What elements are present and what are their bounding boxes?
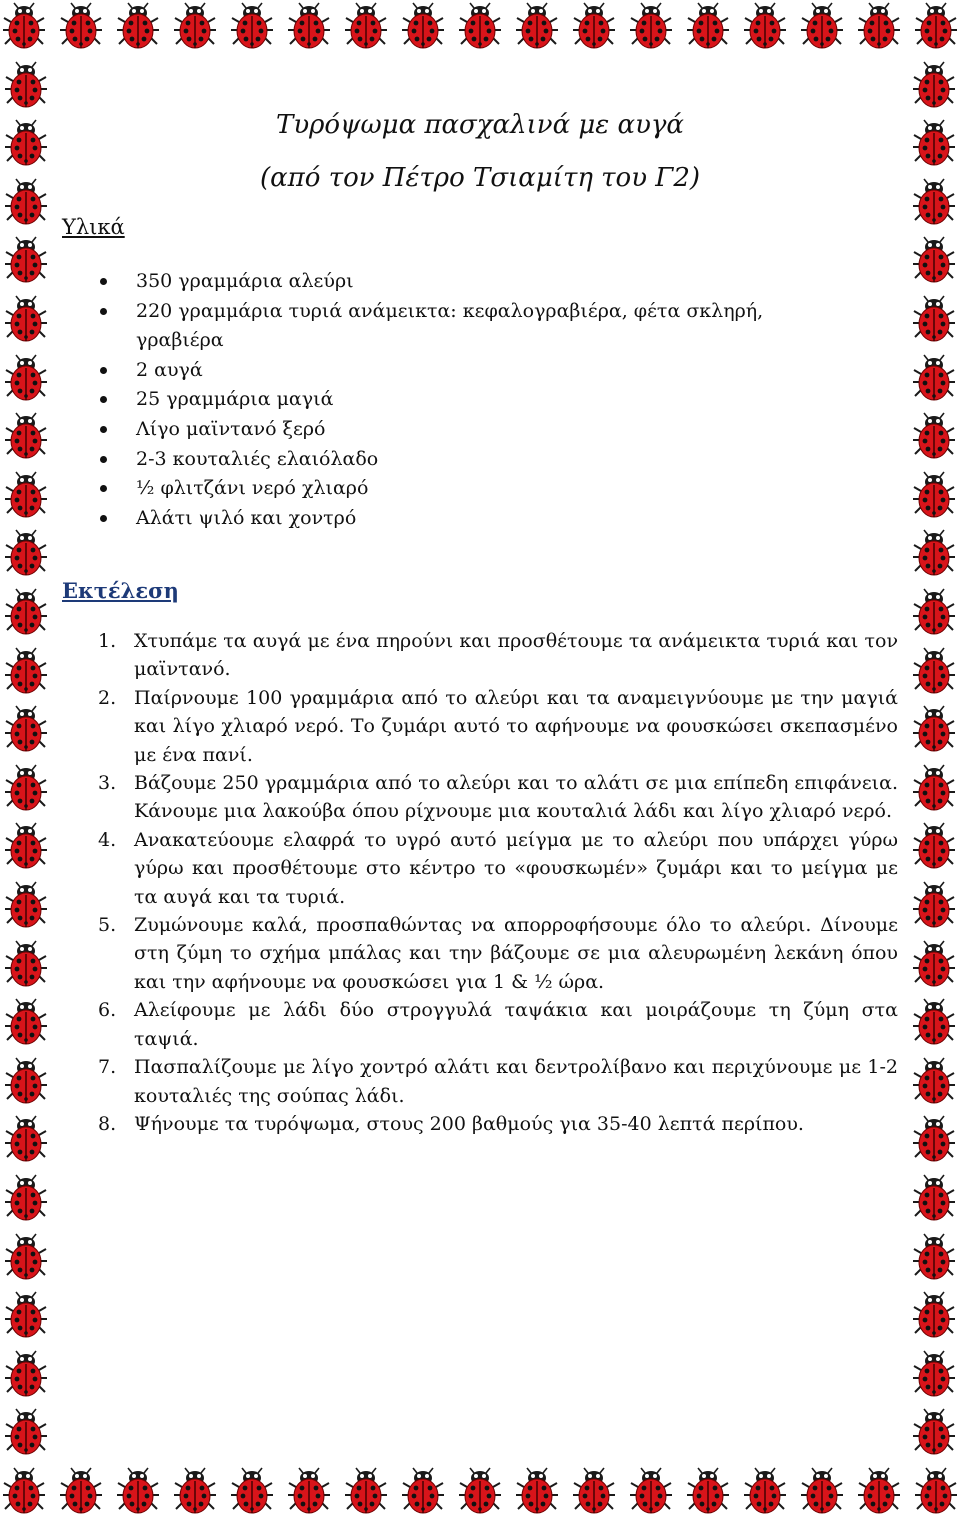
ladybug-icon xyxy=(4,471,48,519)
ladybug-icon xyxy=(912,1174,956,1222)
ladybug-icon xyxy=(401,2,445,50)
step-item xyxy=(96,627,898,684)
ingredients-list xyxy=(96,267,836,533)
bullet-icon xyxy=(100,426,107,433)
ladybug-icon xyxy=(4,61,48,109)
step-text: Ανακατεύουμε ελαφρά το υγρό αυτό μείγμα με το αλεύρι που υπάρχει γύρω γύρω και προσθέτουμε στο κέντρο το «φουσκωμέν» ζυμάρι και το μείγμα με τα αυγά και τα τυριά. xyxy=(134,828,898,908)
step-number: 6. xyxy=(98,999,117,1022)
ladybug-icon xyxy=(59,1467,103,1515)
ladybug-icon xyxy=(686,2,730,50)
ladybug-icon xyxy=(458,2,502,50)
ladybug-icon xyxy=(116,2,160,50)
step-number: 2. xyxy=(98,686,117,709)
bullet-icon xyxy=(100,278,107,285)
ladybug-icon xyxy=(686,1467,730,1515)
step-number: 5. xyxy=(98,914,117,937)
ladybug-icon xyxy=(912,471,956,519)
steps-list xyxy=(96,627,898,1138)
ladybug-icon xyxy=(515,1467,559,1515)
ladybug-icon xyxy=(230,2,274,50)
ladybug-icon xyxy=(912,1291,956,1339)
step-item xyxy=(96,996,898,1053)
ladybug-icon xyxy=(912,1408,956,1456)
ladybug-icon xyxy=(912,178,956,226)
ladybug-icon xyxy=(4,647,48,695)
ladybug-icon xyxy=(4,1350,48,1398)
ladybug-icon xyxy=(4,998,48,1046)
list-item: 350 γραμμάρια αλεύρι xyxy=(96,267,836,297)
step-item xyxy=(96,911,898,996)
ladybug-icon xyxy=(4,295,48,343)
ladybug-icon xyxy=(458,1467,502,1515)
ladybug-icon xyxy=(173,2,217,50)
ladybug-icon xyxy=(173,1467,217,1515)
ladybug-icon xyxy=(4,354,48,402)
ladybug-icon xyxy=(912,295,956,343)
step-text: Χτυπάμε τα αυγά με ένα πηρούνι και προσθέτουμε τα ανάμεικτα τυριά και τον μαϊντανό. xyxy=(134,630,898,681)
ladybug-icon xyxy=(287,1467,331,1515)
ladybug-icon xyxy=(914,2,958,50)
ladybug-icon xyxy=(344,2,388,50)
ladybug-icon xyxy=(912,1115,956,1163)
ladybug-icon xyxy=(287,2,331,50)
ladybug-icon xyxy=(912,236,956,284)
step-number: 1. xyxy=(98,630,117,652)
ladybug-icon xyxy=(912,647,956,695)
ladybug-icon xyxy=(800,2,844,50)
ladybug-icon xyxy=(912,61,956,109)
ladybug-icon xyxy=(4,881,48,929)
ladybug-icon xyxy=(912,940,956,988)
ladybug-icon xyxy=(912,529,956,577)
step-number: 3. xyxy=(98,772,117,795)
bullet-icon xyxy=(100,367,107,374)
ladybug-icon xyxy=(912,1057,956,1105)
ladybug-icon xyxy=(4,1233,48,1281)
ladybug-icon xyxy=(743,1467,787,1515)
ladybug-icon xyxy=(912,1233,956,1281)
step-number: 7. xyxy=(98,1056,117,1079)
ladybug-icon xyxy=(4,1291,48,1339)
ladybug-icon xyxy=(572,2,616,50)
ladybug-icon xyxy=(912,588,956,636)
step-text: Παίρνουμε 100 γραμμάρια από το αλεύρι και τα αναμειγνύουμε με την μαγιά και λίγο χλιαρό νερό. Το ζυμάρι αυτό το αφήνουμε να φουσκώσει σκεπασμένο με ένα πανί. xyxy=(134,686,898,766)
ladybug-icon xyxy=(4,119,48,167)
ladybug-icon xyxy=(857,2,901,50)
ladybug-icon xyxy=(4,236,48,284)
step-number: 4. xyxy=(98,828,117,851)
step-text: Ζυμώνουμε καλά, προσπαθώντας να απορροφήσουμε όλο το αλεύρι. Δίνουμε στη ζύμη το σχήμα μπάλας και την βάζουμε σε μια αλευρωμένη λεκάνη όπου και την αφήνουμε να φουσκώσει για 1 & ½ ώρα. xyxy=(134,914,898,993)
ladybug-icon xyxy=(912,705,956,753)
list-item: 2-3 κουταλιές ελαιόλαδο xyxy=(96,445,836,475)
ladybug-icon xyxy=(857,1467,901,1515)
step-text: Πασπαλίζουμε με λίγο χοντρό αλάτι και δεντρολίβανο και περιχύνουμε με 1-2 κουταλιές της σούπας λάδι. xyxy=(134,1056,898,1107)
ladybug-icon xyxy=(230,1467,274,1515)
step-item xyxy=(96,769,898,826)
ingredients-heading: Υλικά xyxy=(62,215,125,239)
step-item xyxy=(96,684,898,769)
list-item: 25 γραμμάρια μαγιά xyxy=(96,385,836,415)
ladybug-icon xyxy=(4,705,48,753)
ladybug-icon xyxy=(116,1467,160,1515)
ladybug-icon xyxy=(4,529,48,577)
bullet-icon xyxy=(100,515,107,522)
bullet-icon xyxy=(100,396,107,403)
ladybug-icon xyxy=(912,881,956,929)
ladybug-icon xyxy=(59,2,103,50)
step-item xyxy=(96,826,898,911)
step-item xyxy=(96,1053,898,1110)
ladybug-icon xyxy=(2,1467,46,1515)
recipe-author: (από τον Πέτρο Τσιαμίτη του Γ2) xyxy=(259,163,701,193)
ladybug-icon xyxy=(515,2,559,50)
bullet-icon xyxy=(100,456,107,463)
list-item: Αλάτι ψιλό και χοντρό xyxy=(96,504,836,534)
bullet-icon xyxy=(100,485,107,492)
ladybug-icon xyxy=(743,2,787,50)
ladybug-icon xyxy=(4,764,48,812)
list-item: ½ φλιτζάνι νερό χλιαρό xyxy=(96,474,836,504)
ladybug-icon xyxy=(4,178,48,226)
execution-heading: Εκτέλεση xyxy=(62,578,179,603)
ladybug-icon xyxy=(572,1467,616,1515)
ladybug-icon xyxy=(4,1057,48,1105)
ladybug-icon xyxy=(2,2,46,50)
ladybug-icon xyxy=(4,412,48,460)
ladybug-icon xyxy=(912,1350,956,1398)
ladybug-icon xyxy=(912,822,956,870)
ladybug-icon xyxy=(914,1467,958,1515)
ladybug-icon xyxy=(912,354,956,402)
step-item xyxy=(96,1110,898,1138)
ladybug-icon xyxy=(4,1174,48,1222)
step-number: 8. xyxy=(98,1112,117,1135)
ladybug-icon xyxy=(800,1467,844,1515)
ladybug-icon xyxy=(4,1408,48,1456)
recipe-title: Τυρόψωμα πασχαλινά με αυγά xyxy=(276,110,684,140)
list-item: 220 γραμμάρια τυριά ανάμεικτα: κεφαλογραβιέρα, φέτα σκληρή, γραβιέρα xyxy=(96,297,836,356)
ladybug-icon xyxy=(912,412,956,460)
ladybug-icon xyxy=(4,588,48,636)
ladybug-icon xyxy=(912,764,956,812)
step-text: Ψήνουμε τα τυρόψωμα, στους 200 βαθμούς για 35-40 λεπτά περίπου. xyxy=(134,1112,804,1135)
ladybug-icon xyxy=(629,2,673,50)
ladybug-icon xyxy=(4,940,48,988)
ladybug-icon xyxy=(4,1115,48,1163)
ladybug-icon xyxy=(912,998,956,1046)
ladybug-icon xyxy=(629,1467,673,1515)
ladybug-icon xyxy=(4,822,48,870)
list-item: 2 αυγά xyxy=(96,356,836,386)
ladybug-icon xyxy=(401,1467,445,1515)
step-text: Αλείφουμε με λάδι δύο στρογγυλά ταψάκια και μοιράζουμε τη ζύμη στα ταψιά. xyxy=(134,999,898,1050)
list-item: Λίγο μαϊντανό ξερό xyxy=(96,415,836,445)
bullet-icon xyxy=(100,308,107,315)
ladybug-icon xyxy=(344,1467,388,1515)
step-text: Βάζουμε 250 γραμμάρια από το αλεύρι και το αλάτι σε μια επίπεδη επιφάνεια. Κάνουμε μια λακούβα όπου ρίχνουμε μια κουταλιά λάδι και λίγο χλιαρό νερό. xyxy=(134,772,898,823)
ladybug-icon xyxy=(912,119,956,167)
